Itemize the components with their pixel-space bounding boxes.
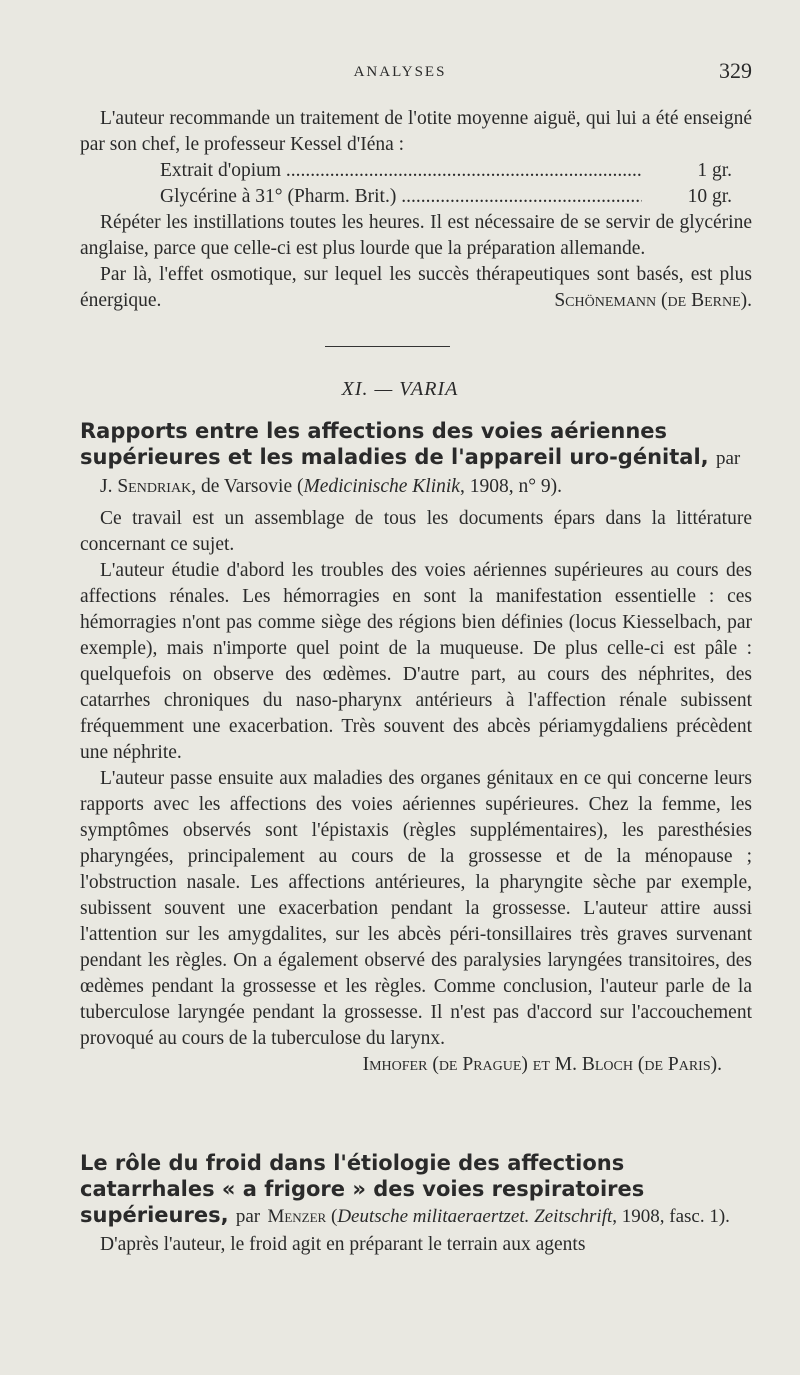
article-title [80, 1150, 752, 1230]
paragraph: D'après l'auteur, le froid agit en préparant le terrain aux agents [100, 1234, 586, 1255]
first-article [80, 106, 752, 314]
paragraph-text: Par là, l'effet osmotique, sur lequel les succès thérapeutiques sont basés, est plus énergique. [80, 264, 752, 311]
prescription-dose: 1 gr. [697, 160, 732, 181]
reference: , 1908, fasc. 1). [612, 1206, 730, 1227]
paragraph: L'auteur passe ensuite aux maladies des organes génitaux en ce qui concerne leurs rapports avec les affections des voies aériennes supérieures. Chez la femme, les symptômes observés sont l'épistaxis (règles supplémentaires), les paresthésies pharyngées, principalement au cours de la grossesse et de la ménopause ; l'obstruction nasale. Les affections antérieures, la pharyngite sèche par exemple, subissent souvent une exacerbation pendant la grossesse. L'auteur attire aussi l'attention sur les amygdalites, sur les abcès péri-tonsillaires très graves survenant pendant les règles. On a également observé des paralysies laryngées transitoires, des œdèmes pendant la grossesse et les règles. Comme conclusion, l'auteur parle de la tuberculose laryngée pendant la grossesse. Il n'est pas d'accord sur l'accouchement provoqué au cours de la tuberculose du larynx. [80, 768, 752, 1049]
prescription-dose: 10 gr. [687, 186, 732, 207]
page-number: 329 [719, 58, 752, 83]
journal: Medicinische Klinik [303, 476, 460, 497]
journal: Deutsche militaeraertzet. Zeitschrift [337, 1206, 613, 1227]
par-word: par [715, 448, 741, 469]
signature: Imhofer (de Prague) et M. Bloch (de Paris). [362, 1054, 722, 1075]
prescription-item: Glycérine à 31° (Pharm. Brit.) ..... [160, 184, 642, 210]
paragraph: L'auteur recommande un traitement de l'otite moyenne aiguë, qui lui a été enseigné par son chef, le professeur Kessel d'Iéna : [80, 108, 752, 155]
article-reference [80, 474, 752, 500]
par-word: par [235, 1206, 261, 1227]
author: J. Sendriak [100, 476, 192, 497]
author: Menzer [267, 1206, 327, 1227]
running-title: ANALYSES [353, 64, 447, 80]
paragraph: Ce travail est un assemblage de tous les documents épars dans la littérature concernant ce sujet. [80, 508, 752, 555]
prescription-line [80, 158, 752, 184]
ref-open: ( [326, 1206, 338, 1227]
page-header [0, 58, 800, 88]
signature: Schönemann (de Berne). [554, 290, 752, 311]
article-title [80, 418, 752, 472]
prescription-line [80, 184, 752, 210]
prescription-item: Extrait d'opium ..... [160, 158, 642, 184]
article-3 [80, 1150, 752, 1258]
article-2 [80, 418, 752, 1078]
reference: , 1908, n° 9). [459, 476, 563, 497]
place: , de Varsovie ( [191, 476, 304, 497]
section-divider [325, 346, 450, 347]
paragraph: Répéter les instillations toutes les heures. Il est nécessaire de se servir de glycérine anglaise, parce que celle-ci est plus lourde que la préparation allemande. [80, 212, 752, 259]
paragraph [80, 262, 752, 314]
article-title-text: Rapports entre les affections des voies aériennes supérieures et les maladies de l'appareil uro-génital, [80, 419, 709, 469]
paragraph: L'auteur étudie d'abord les troubles des voies aériennes supérieures au cours des affections rénales. Les hémorragies en sont la manifestation essentielle : ces hémorragies n'ont pas comme siège des régions bien définies (locus Kiesselbach, par exemple), mais n'importe quel point de la muqueuse. De plus celle-ci est pâle : quelquefois on observe des œdèmes. D'autre part, au cours des néphrites, des catarrhes chroniques du naso-pharynx antérieurs à l'affection rénale subissent fréquemment une exacerbation. Très souvent des abcès périamygdaliens précèdent une néphrite. [80, 560, 752, 763]
section-title: XI. — VARIA [341, 378, 459, 400]
article-title-text: Le rôle du froid dans l'étiologie des affections catarrhales « a frigore » des voies respiratoires supérieures, [80, 1151, 645, 1227]
